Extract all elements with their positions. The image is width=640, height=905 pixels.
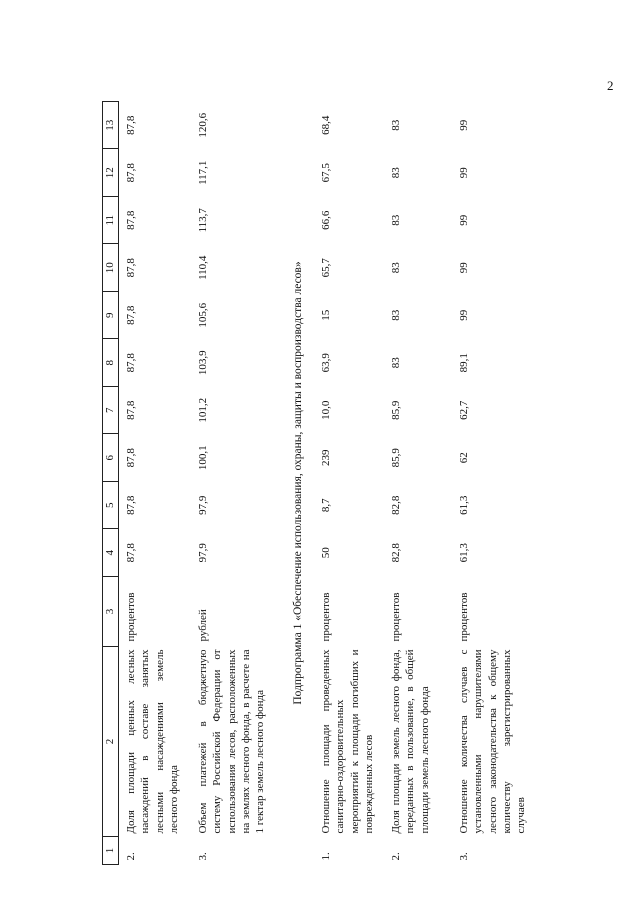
value-cell: 99: [457, 262, 470, 274]
value-cell: 83: [389, 119, 402, 131]
indicator-unit: процентов: [389, 592, 402, 642]
indicator-unit: рублей: [197, 609, 209, 642]
value-cell: 62: [457, 452, 470, 464]
indicator-name: Отношение площади проведенных санитарно-оздоровительных мероприятий к площади погибших и поврежденных лесов: [319, 649, 375, 834]
rotated-table-container: [102, 102, 552, 865]
table-row: [119, 102, 192, 865]
value-cell: 97,9: [197, 543, 209, 563]
col-header-13: 13: [103, 102, 119, 150]
value-cell: 87,8: [125, 305, 137, 325]
value-cell: 83: [389, 262, 402, 274]
value-cell: 120,6: [197, 112, 209, 138]
value-cell: 67,5: [319, 163, 332, 183]
value-cell: 87,8: [125, 115, 137, 135]
col-header-7: 7: [103, 387, 119, 435]
page-number: 2: [607, 78, 614, 93]
value-cell: 101,2: [197, 397, 209, 423]
value-cell: 85,9: [389, 400, 402, 420]
col-header-8: 8: [103, 339, 119, 387]
value-cell: 87,8: [125, 210, 137, 230]
value-cell: 10,0: [319, 400, 332, 420]
value-cell: 99: [457, 309, 470, 321]
value-cell: 87,8: [125, 258, 137, 278]
indicator-unit: процентов: [457, 592, 470, 642]
indicator-name: Доля площади ценных лесных насаждений в составе занятых лесными насаждениями земель лесного фонда: [125, 649, 180, 834]
indicator-unit: процентов: [319, 592, 332, 642]
value-cell: 83: [389, 357, 402, 369]
indicator-name: Доля площади земель лесного фонда, переданных в пользование, в общей площади земель лесного фонда: [389, 649, 431, 834]
value-cell: 65,7: [319, 258, 332, 278]
value-cell: 83: [389, 167, 402, 179]
table-row: [452, 102, 533, 865]
indicator-name: Отношение количества случаев с установленными нарушителями лесного законодательства к общему количеству зарегистрированных случаев: [457, 649, 528, 834]
value-cell: 50: [319, 547, 332, 559]
indicator-name: Объем платежей в бюджетную систему Российской Федерации от использования лесов, расположенных на землях лесного фонда, в расчете на 1 гектар земель лесного фонда: [197, 649, 267, 834]
value-cell: 83: [389, 309, 402, 321]
value-cell: 61,3: [457, 543, 470, 563]
col-header-4: 4: [103, 529, 119, 577]
col-header-10: 10: [103, 244, 119, 292]
value-cell: 87,8: [125, 543, 137, 563]
value-cell: 87,8: [125, 495, 137, 515]
row-number: 3.: [197, 852, 209, 861]
indicators-table: [102, 101, 533, 865]
value-cell: 85,9: [389, 448, 402, 468]
col-header-2: 2: [103, 647, 119, 837]
value-cell: 117,1: [197, 160, 209, 185]
table-row: [191, 102, 285, 865]
value-cell: 99: [457, 214, 470, 226]
value-cell: 87,8: [125, 400, 137, 420]
value-cell: 99: [457, 119, 470, 131]
value-cell: 97,9: [197, 495, 209, 515]
value-cell: 62,7: [457, 400, 470, 420]
value-cell: 8,7: [319, 498, 332, 513]
row-number: 3.: [457, 852, 470, 861]
col-header-1: 1: [103, 837, 119, 865]
value-cell: 83: [389, 214, 402, 226]
col-header-9: 9: [103, 292, 119, 340]
col-header-12: 12: [103, 149, 119, 197]
value-cell: 87,8: [125, 448, 137, 468]
value-cell: 239: [319, 449, 332, 466]
value-cell: 82,8: [389, 543, 402, 563]
col-header-3: 3: [103, 577, 119, 647]
value-cell: 61,3: [457, 495, 470, 515]
col-header-5: 5: [103, 482, 119, 530]
col-header-6: 6: [103, 434, 119, 482]
value-cell: 89,1: [457, 353, 470, 373]
row-number: 2.: [389, 852, 402, 861]
column-number-header: [103, 102, 119, 865]
col-header-11: 11: [103, 197, 119, 245]
table-row: [314, 102, 384, 865]
subprogram-title: Подпрограмма 1 «Обеспечение использования, охраны, защиты и воспроизводства лесов»: [292, 261, 304, 705]
value-cell: 103,9: [197, 350, 209, 376]
value-cell: 82,8: [389, 495, 402, 515]
value-cell: 100,1: [197, 445, 209, 471]
row-number: 1.: [319, 852, 332, 861]
value-cell: 105,6: [197, 302, 209, 328]
value-cell: 87,8: [125, 353, 137, 373]
value-cell: 87,8: [125, 163, 137, 183]
value-cell: 113,7: [197, 208, 209, 233]
value-cell: 68,4: [319, 115, 332, 135]
subprogram-row: [285, 102, 314, 865]
value-cell: 110,4: [197, 255, 209, 280]
value-cell: 15: [319, 309, 332, 321]
table-row: [384, 102, 452, 865]
row-number: 2.: [125, 852, 137, 861]
value-cell: 99: [457, 167, 470, 179]
value-cell: 66,6: [319, 210, 332, 230]
indicator-unit: процентов: [125, 592, 137, 642]
value-cell: 63,9: [319, 353, 332, 373]
